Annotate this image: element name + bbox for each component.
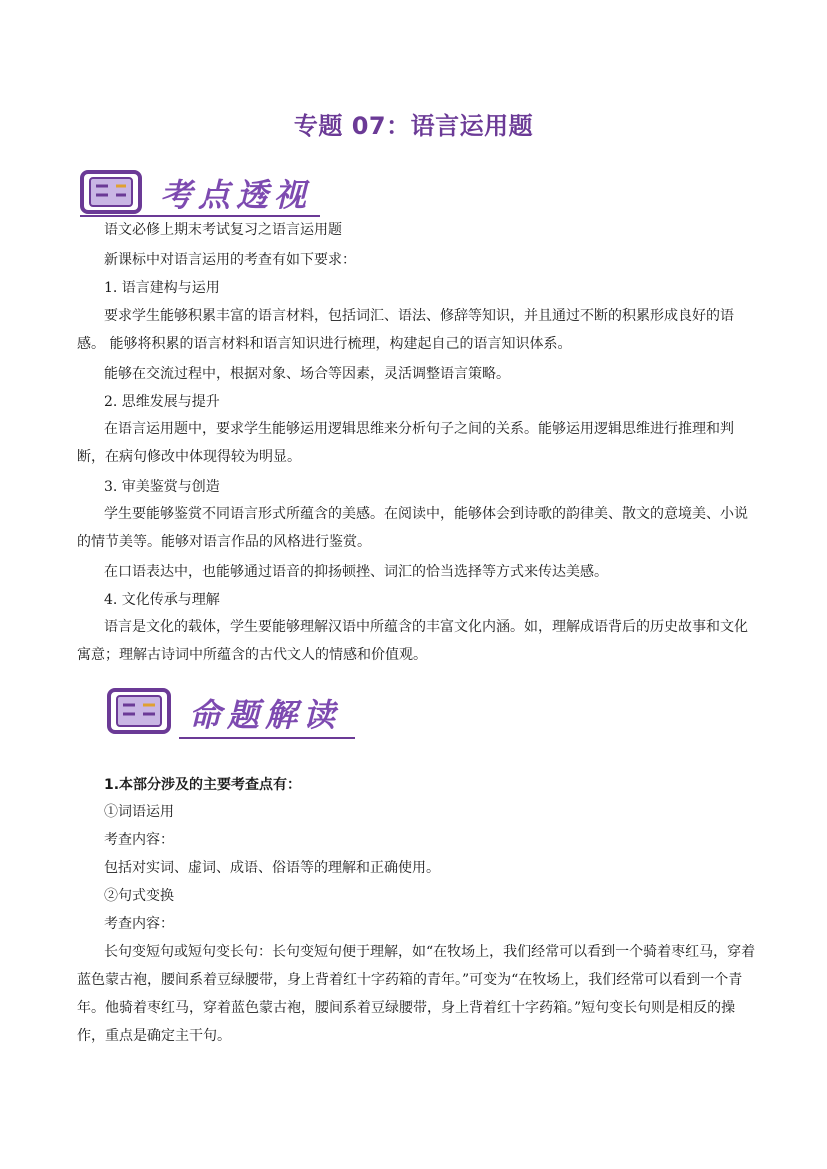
point-label-1: 考查内容：	[104, 832, 174, 848]
banner-title: 命题解读	[189, 696, 342, 734]
subheading-2: 2. 思维发展与提升	[104, 394, 220, 410]
section-heading: 1.本部分涉及的主要考查点有：	[104, 777, 302, 793]
paragraph-1: 要求学生能够积累丰富的语言材料，包括词汇、语法、修辞等知识，并且通过不断的积累形成良好的语感。 能够将积累的语言材料和语言知识进行梳理，构建起自己的语言知识体系。	[77, 308, 734, 352]
intro-line-1: 语文必修上期末考试复习之语言运用题	[104, 222, 342, 238]
point-item-1: ①词语运用	[104, 804, 174, 820]
paragraph-3: 学生要能够鉴赏不同语言形式所蕴含的美感。在阅读中，能够体会到诗歌的韵律美、散文的意境美、小说的情节美等。能够对语言作品的风格进行鉴赏。	[77, 506, 748, 550]
point-label-2: 考查内容：	[104, 916, 174, 932]
paragraph-4: 语言是文化的载体，学生要能够理解汉语中所蕴含的丰富文化内涵。如，理解成语背后的历史故事和文化寓意；理解古诗词中所蕴含的古代文人的情感和价值观。	[77, 619, 748, 663]
point-item-2: ②句式变换	[104, 888, 174, 904]
point-content-2: 长句变短句或短句变长句：长句变短句便于理解，如“在牧场上，我们经常可以看到一个骑着枣红马，穿着蓝色蒙古袍，腰间系着豆绿腰带，身上背着红十字药箱的青年。”可变为“在牧场上，我们经常可以看到一个青年。他骑着枣红马，穿着蓝色蒙古袍，腰间系着豆绿腰带，身上背着红十字药箱。”短句变长句则是相反的操作，重点是确定主干句。	[77, 944, 756, 1044]
banner-kaodian	[80, 168, 340, 228]
intro-line-2: 新课标中对语言运用的考查有如下要求：	[104, 252, 356, 268]
banner-mingti	[107, 686, 367, 746]
subheading-4: 4. 文化传承与理解	[104, 592, 220, 608]
page-title: 专题 07：语言运用题	[293, 112, 534, 140]
point-content-1: 包括对实词、虚词、成语、俗语等的理解和正确使用。	[104, 860, 440, 876]
subheading-1: 1. 语言建构与运用	[104, 280, 220, 296]
subheading-3: 3. 审美鉴赏与创造	[104, 479, 220, 495]
paragraph-1b: 能够在交流过程中，根据对象、场合等因素，灵活调整语言策略。	[104, 366, 510, 382]
paragraph-3b: 在口语表达中，也能够通过语音的抑扬顿挫、词汇的恰当选择等方式来传达美感。	[104, 564, 608, 580]
banner-title: 考点透视	[160, 176, 313, 214]
paragraph-2: 在语言运用题中，要求学生能够运用逻辑思维来分析句子之间的关系。能够运用逻辑思维进行推理和判断，在病句修改中体现得较为明显。	[77, 421, 734, 465]
